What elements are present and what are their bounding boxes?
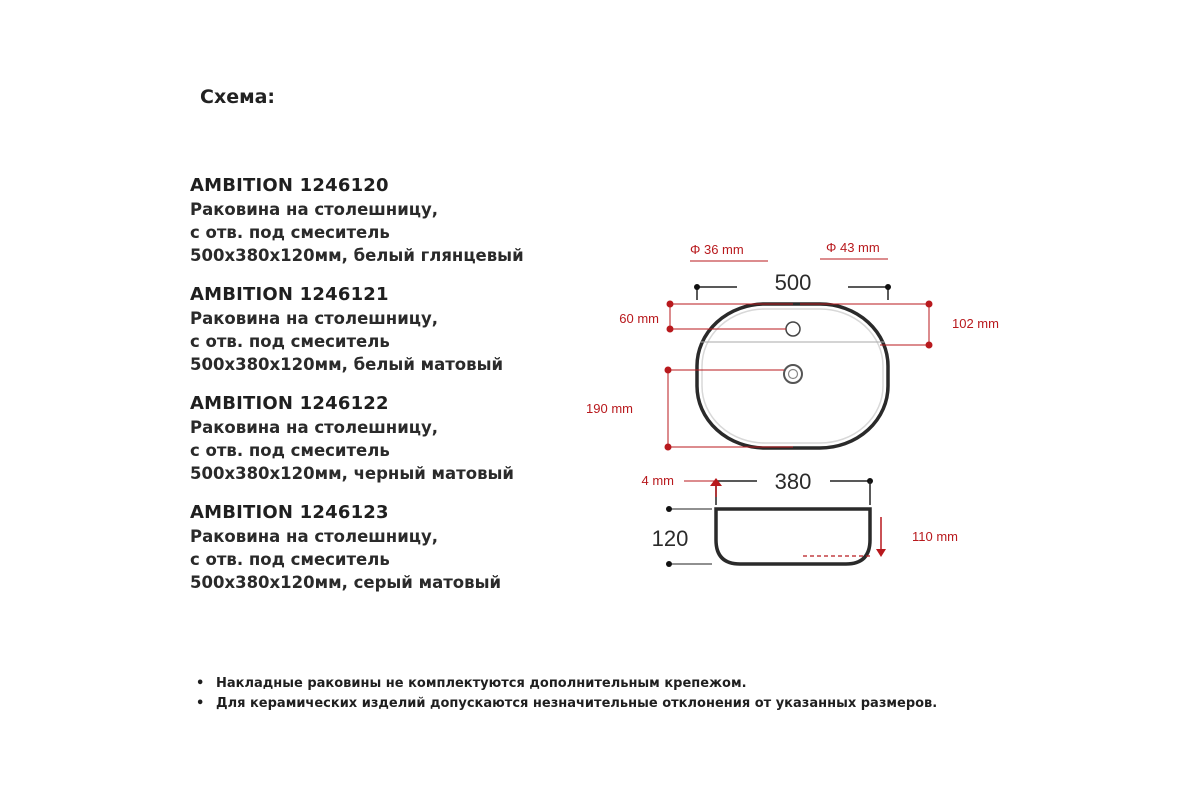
height-label: 120 [651, 526, 689, 551]
sink-side-view [642, 469, 959, 567]
product-desc-line: Раковина на столешницу, [190, 309, 439, 328]
product-desc-line: с отв. под смеситель [190, 550, 390, 569]
bullet: • [196, 696, 205, 711]
dim-4-label: 4 mm [641, 473, 674, 488]
product-model: AMBITION 1246120 [190, 175, 389, 196]
sink-top-view [586, 240, 999, 451]
bullet: • [196, 676, 205, 691]
product-desc-line: с отв. под смеситель [190, 441, 390, 460]
dim-110-label: 110 mm [912, 529, 958, 544]
product-desc-line: 500x380x120мм, черный матовый [190, 464, 514, 483]
dim-110-arrow [876, 549, 886, 557]
dim-dot [926, 342, 933, 349]
dim-102-label: 102 mm [952, 316, 999, 331]
dim-dot [665, 367, 672, 374]
product-desc-line: 500x380x120мм, серый матовый [190, 573, 502, 592]
width-dim-dot [694, 284, 700, 290]
product-model: AMBITION 1246123 [190, 502, 389, 523]
hole-dia-small-label: Φ 36 mm [690, 242, 744, 257]
note-item [196, 694, 937, 714]
dim-dot [665, 444, 672, 451]
dim-60-label: 60 mm [619, 311, 659, 326]
product-model: AMBITION 1246122 [190, 393, 389, 414]
height-dim-dot [666, 561, 672, 567]
width-label: 500 [774, 270, 812, 295]
notes-list [196, 674, 937, 714]
dim-4-arrow [710, 478, 722, 486]
dim-dot [667, 326, 674, 333]
product-desc-line: 500x380x120мм, белый матовый [190, 355, 504, 374]
page-heading: Схема: [200, 86, 276, 108]
drain-inner [789, 370, 798, 379]
product-desc-line: с отв. под смеситель [190, 223, 390, 242]
hole-dia-large-label: Φ 43 mm [826, 240, 880, 255]
height-dim-dot [666, 506, 672, 512]
note-item [196, 674, 937, 694]
note-text: Для керамических изделий допускаются незначительные отклонения от указанных размеров. [216, 696, 938, 711]
product-desc-line: Раковина на столешницу, [190, 418, 439, 437]
dim-dot [667, 301, 674, 308]
product-model: AMBITION 1246121 [190, 284, 389, 305]
note-text: Накладные раковины не комплектуются дополнительным крепежом. [216, 676, 747, 691]
dim-190-label: 190 mm [586, 401, 633, 416]
tap-hole [786, 322, 800, 336]
product-desc-line: с отв. под смеситель [190, 332, 390, 351]
product-desc-line: Раковина на столешницу, [190, 200, 439, 219]
width-dim-dot [885, 284, 891, 290]
product-desc-line: Раковина на столешницу, [190, 527, 439, 546]
dim-dot [926, 301, 933, 308]
product-desc-line: 500x380x120мм, белый глянцевый [190, 246, 524, 265]
depth-label: 380 [774, 469, 812, 494]
